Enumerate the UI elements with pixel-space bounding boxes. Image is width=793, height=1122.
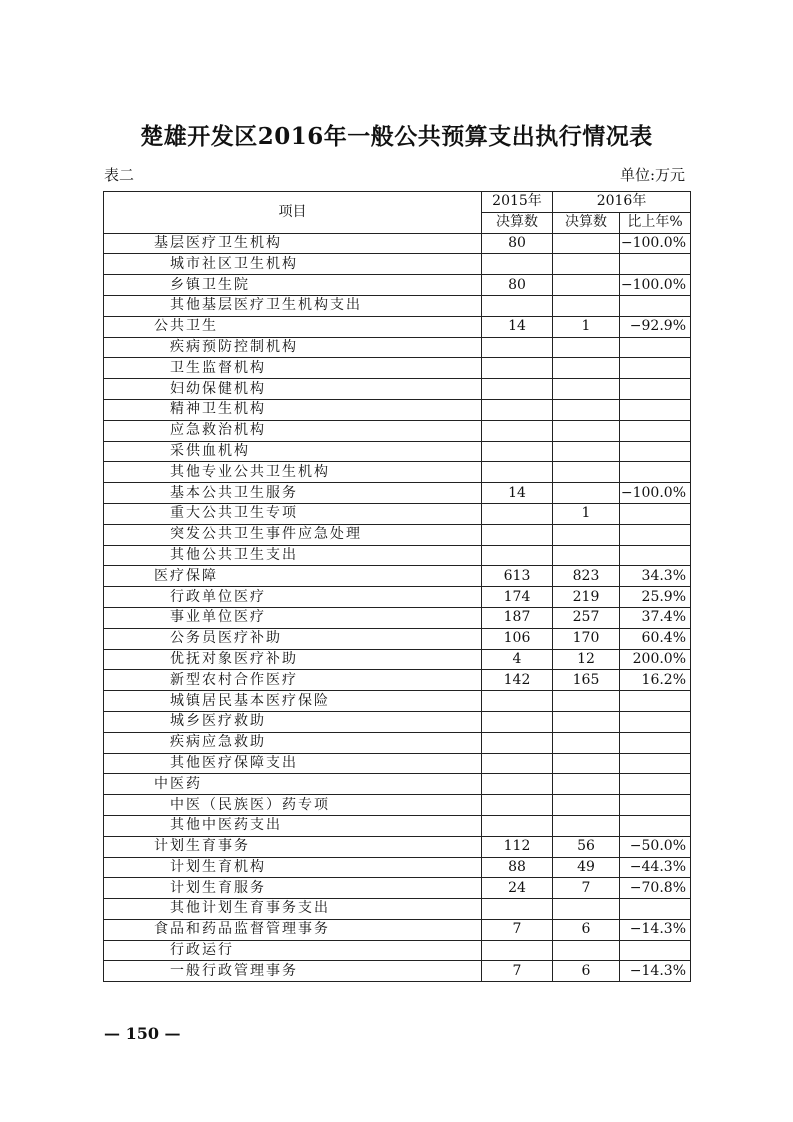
- row-item-name: 其他公共卫生支出: [104, 545, 482, 566]
- row-item-name: 行政单位医疗: [104, 587, 482, 608]
- table-row: [104, 316, 691, 337]
- row-item-name: 食品和药品监督管理事务: [104, 919, 482, 940]
- row-ratio: [620, 524, 691, 545]
- row-value-2015: [482, 379, 553, 400]
- row-ratio: [620, 503, 691, 524]
- row-ratio: 60.4%: [620, 628, 691, 649]
- page-number: — 150 —: [104, 1024, 181, 1043]
- row-item-name: 应急救治机构: [104, 420, 482, 441]
- row-value-2015: [482, 795, 553, 816]
- table-row: [104, 857, 691, 878]
- table-row: [104, 795, 691, 816]
- header-year-2015: 2015年: [482, 192, 553, 213]
- unit-label: 单位:万元: [620, 166, 686, 184]
- row-ratio: [620, 545, 691, 566]
- row-item-name: 其他计划生育事务支出: [104, 899, 482, 920]
- table-row: [104, 545, 691, 566]
- table-number: 表二: [104, 166, 135, 184]
- row-value-2016: [553, 399, 620, 420]
- row-ratio: 200.0%: [620, 649, 691, 670]
- row-item-name: 基本公共卫生服务: [104, 483, 482, 504]
- row-ratio: [620, 379, 691, 400]
- row-value-2015: [482, 899, 553, 920]
- row-value-2015: [482, 545, 553, 566]
- row-ratio: [620, 732, 691, 753]
- table-row: [104, 691, 691, 712]
- row-value-2016: 823: [553, 566, 620, 587]
- row-value-2015: [482, 503, 553, 524]
- row-value-2016: [553, 441, 620, 462]
- row-value-2015: [482, 399, 553, 420]
- row-ratio: −100.0%: [620, 233, 691, 254]
- row-ratio: −100.0%: [620, 275, 691, 296]
- table-row: [104, 337, 691, 358]
- page-title: 楚雄开发区2016年一般公共预算支出执行情况表: [140, 123, 653, 150]
- table-row: [104, 919, 691, 940]
- row-value-2016: [553, 483, 620, 504]
- row-item-name: 中医药: [104, 774, 482, 795]
- row-value-2016: [553, 337, 620, 358]
- row-item-name: 突发公共卫生事件应急处理: [104, 524, 482, 545]
- table-row: [104, 254, 691, 275]
- row-value-2016: 49: [553, 857, 620, 878]
- row-value-2015: 7: [482, 919, 553, 940]
- table-row: [104, 483, 691, 504]
- row-ratio: [620, 691, 691, 712]
- row-item-name: 采供血机构: [104, 441, 482, 462]
- row-value-2016: [553, 275, 620, 296]
- row-value-2016: [553, 524, 620, 545]
- row-value-2015: [482, 732, 553, 753]
- row-item-name: 精神卫生机构: [104, 399, 482, 420]
- row-item-name: 中医（民族医）药专项: [104, 795, 482, 816]
- row-item-name: 其他医疗保障支出: [104, 753, 482, 774]
- row-value-2015: 4: [482, 649, 553, 670]
- row-item-name: 其他专业公共卫生机构: [104, 462, 482, 483]
- row-value-2016: 165: [553, 670, 620, 691]
- table-row: [104, 524, 691, 545]
- row-ratio: [620, 254, 691, 275]
- row-item-name: 城市社区卫生机构: [104, 254, 482, 275]
- row-ratio: [620, 295, 691, 316]
- row-item-name: 疾病预防控制机构: [104, 337, 482, 358]
- row-ratio: [620, 753, 691, 774]
- row-value-2016: 1: [553, 503, 620, 524]
- table-row: [104, 233, 691, 254]
- table-row: [104, 379, 691, 400]
- row-value-2015: [482, 337, 553, 358]
- header-ratio: 比上年%: [620, 212, 691, 233]
- row-value-2015: 142: [482, 670, 553, 691]
- row-value-2015: [482, 711, 553, 732]
- row-value-2015: [482, 254, 553, 275]
- row-ratio: [620, 358, 691, 379]
- row-item-name: 城乡医疗救助: [104, 711, 482, 732]
- row-value-2016: [553, 295, 620, 316]
- row-ratio: [620, 441, 691, 462]
- row-value-2015: [482, 815, 553, 836]
- row-value-2016: [553, 795, 620, 816]
- row-value-2016: [553, 462, 620, 483]
- table-row: [104, 503, 691, 524]
- table-row: [104, 275, 691, 296]
- row-value-2015: 174: [482, 587, 553, 608]
- table-row: [104, 940, 691, 961]
- row-value-2016: [553, 899, 620, 920]
- header-item: 项目: [104, 192, 482, 234]
- row-value-2015: 106: [482, 628, 553, 649]
- table-row: [104, 899, 691, 920]
- row-value-2016: [553, 711, 620, 732]
- row-item-name: 卫生监督机构: [104, 358, 482, 379]
- row-value-2016: [553, 358, 620, 379]
- row-ratio: −44.3%: [620, 857, 691, 878]
- row-value-2015: 24: [482, 878, 553, 899]
- row-ratio: 16.2%: [620, 670, 691, 691]
- row-value-2016: 1: [553, 316, 620, 337]
- row-value-2015: [482, 441, 553, 462]
- table-row: [104, 815, 691, 836]
- row-value-2016: 7: [553, 878, 620, 899]
- table-row: [104, 732, 691, 753]
- row-value-2015: [482, 358, 553, 379]
- row-value-2015: 187: [482, 607, 553, 628]
- table-row: [104, 607, 691, 628]
- table-row: [104, 878, 691, 899]
- row-value-2016: 6: [553, 919, 620, 940]
- row-ratio: [620, 462, 691, 483]
- row-value-2016: 56: [553, 836, 620, 857]
- row-value-2015: [482, 774, 553, 795]
- row-ratio: [620, 420, 691, 441]
- table-row: [104, 628, 691, 649]
- row-ratio: −50.0%: [620, 836, 691, 857]
- row-item-name: 疾病应急救助: [104, 732, 482, 753]
- row-ratio: [620, 815, 691, 836]
- table-row: [104, 420, 691, 441]
- table-row: [104, 961, 691, 982]
- row-ratio: [620, 795, 691, 816]
- row-value-2015: 112: [482, 836, 553, 857]
- row-item-name: 计划生育事务: [104, 836, 482, 857]
- table-row: [104, 649, 691, 670]
- row-ratio: −70.8%: [620, 878, 691, 899]
- row-value-2016: [553, 545, 620, 566]
- row-value-2016: [553, 774, 620, 795]
- table-row: [104, 441, 691, 462]
- table-row: [104, 774, 691, 795]
- table-row: [104, 711, 691, 732]
- row-value-2015: 14: [482, 483, 553, 504]
- row-item-name: 医疗保障: [104, 566, 482, 587]
- table-row: [104, 295, 691, 316]
- row-value-2015: [482, 295, 553, 316]
- row-item-name: 其他中医药支出: [104, 815, 482, 836]
- row-ratio: [620, 337, 691, 358]
- row-value-2016: [553, 254, 620, 275]
- row-item-name: 城镇居民基本医疗保险: [104, 691, 482, 712]
- row-ratio: [620, 899, 691, 920]
- table-row: [104, 753, 691, 774]
- row-value-2016: [553, 753, 620, 774]
- row-value-2016: 219: [553, 587, 620, 608]
- header-final-2015: 决算数: [482, 212, 553, 233]
- row-value-2015: [482, 691, 553, 712]
- row-item-name: 基层医疗卫生机构: [104, 233, 482, 254]
- row-value-2016: [553, 815, 620, 836]
- row-value-2015: [482, 940, 553, 961]
- row-ratio: [620, 940, 691, 961]
- row-item-name: 计划生育服务: [104, 878, 482, 899]
- row-item-name: 重大公共卫生专项: [104, 503, 482, 524]
- row-value-2015: [482, 524, 553, 545]
- row-value-2016: [553, 732, 620, 753]
- row-ratio: 25.9%: [620, 587, 691, 608]
- row-item-name: 优抚对象医疗补助: [104, 649, 482, 670]
- row-value-2015: 88: [482, 857, 553, 878]
- table-row: [104, 670, 691, 691]
- table-row: [104, 358, 691, 379]
- row-item-name: 公共卫生: [104, 316, 482, 337]
- table-row: [104, 399, 691, 420]
- row-value-2016: [553, 691, 620, 712]
- row-value-2016: 6: [553, 961, 620, 982]
- row-value-2015: [482, 753, 553, 774]
- row-value-2015: 14: [482, 316, 553, 337]
- row-value-2015: 7: [482, 961, 553, 982]
- row-value-2016: 12: [553, 649, 620, 670]
- row-item-name: 计划生育机构: [104, 857, 482, 878]
- row-value-2016: [553, 379, 620, 400]
- row-ratio: [620, 774, 691, 795]
- row-value-2015: [482, 420, 553, 441]
- row-ratio: 37.4%: [620, 607, 691, 628]
- row-item-name: 乡镇卫生院: [104, 275, 482, 296]
- row-value-2016: [553, 233, 620, 254]
- row-ratio: [620, 711, 691, 732]
- row-ratio: [620, 399, 691, 420]
- row-value-2016: 170: [553, 628, 620, 649]
- row-item-name: 其他基层医疗卫生机构支出: [104, 295, 482, 316]
- row-item-name: 事业单位医疗: [104, 607, 482, 628]
- row-value-2016: 257: [553, 607, 620, 628]
- row-value-2015: 80: [482, 233, 553, 254]
- budget-table: [103, 191, 691, 982]
- table-row: [104, 836, 691, 857]
- row-value-2016: [553, 420, 620, 441]
- row-value-2015: 80: [482, 275, 553, 296]
- row-ratio: 34.3%: [620, 566, 691, 587]
- row-ratio: −14.3%: [620, 961, 691, 982]
- row-ratio: −14.3%: [620, 919, 691, 940]
- row-ratio: −92.9%: [620, 316, 691, 337]
- table-row: [104, 587, 691, 608]
- table-body: [104, 233, 691, 982]
- row-item-name: 新型农村合作医疗: [104, 670, 482, 691]
- row-value-2015: [482, 462, 553, 483]
- row-value-2016: [553, 940, 620, 961]
- header-year-2016: 2016年: [553, 192, 691, 213]
- table-row: [104, 566, 691, 587]
- row-ratio: −100.0%: [620, 483, 691, 504]
- header-final-2016: 决算数: [553, 212, 620, 233]
- row-item-name: 一般行政管理事务: [104, 961, 482, 982]
- row-item-name: 妇幼保健机构: [104, 379, 482, 400]
- row-item-name: 行政运行: [104, 940, 482, 961]
- row-value-2015: 613: [482, 566, 553, 587]
- table-row: [104, 462, 691, 483]
- row-item-name: 公务员医疗补助: [104, 628, 482, 649]
